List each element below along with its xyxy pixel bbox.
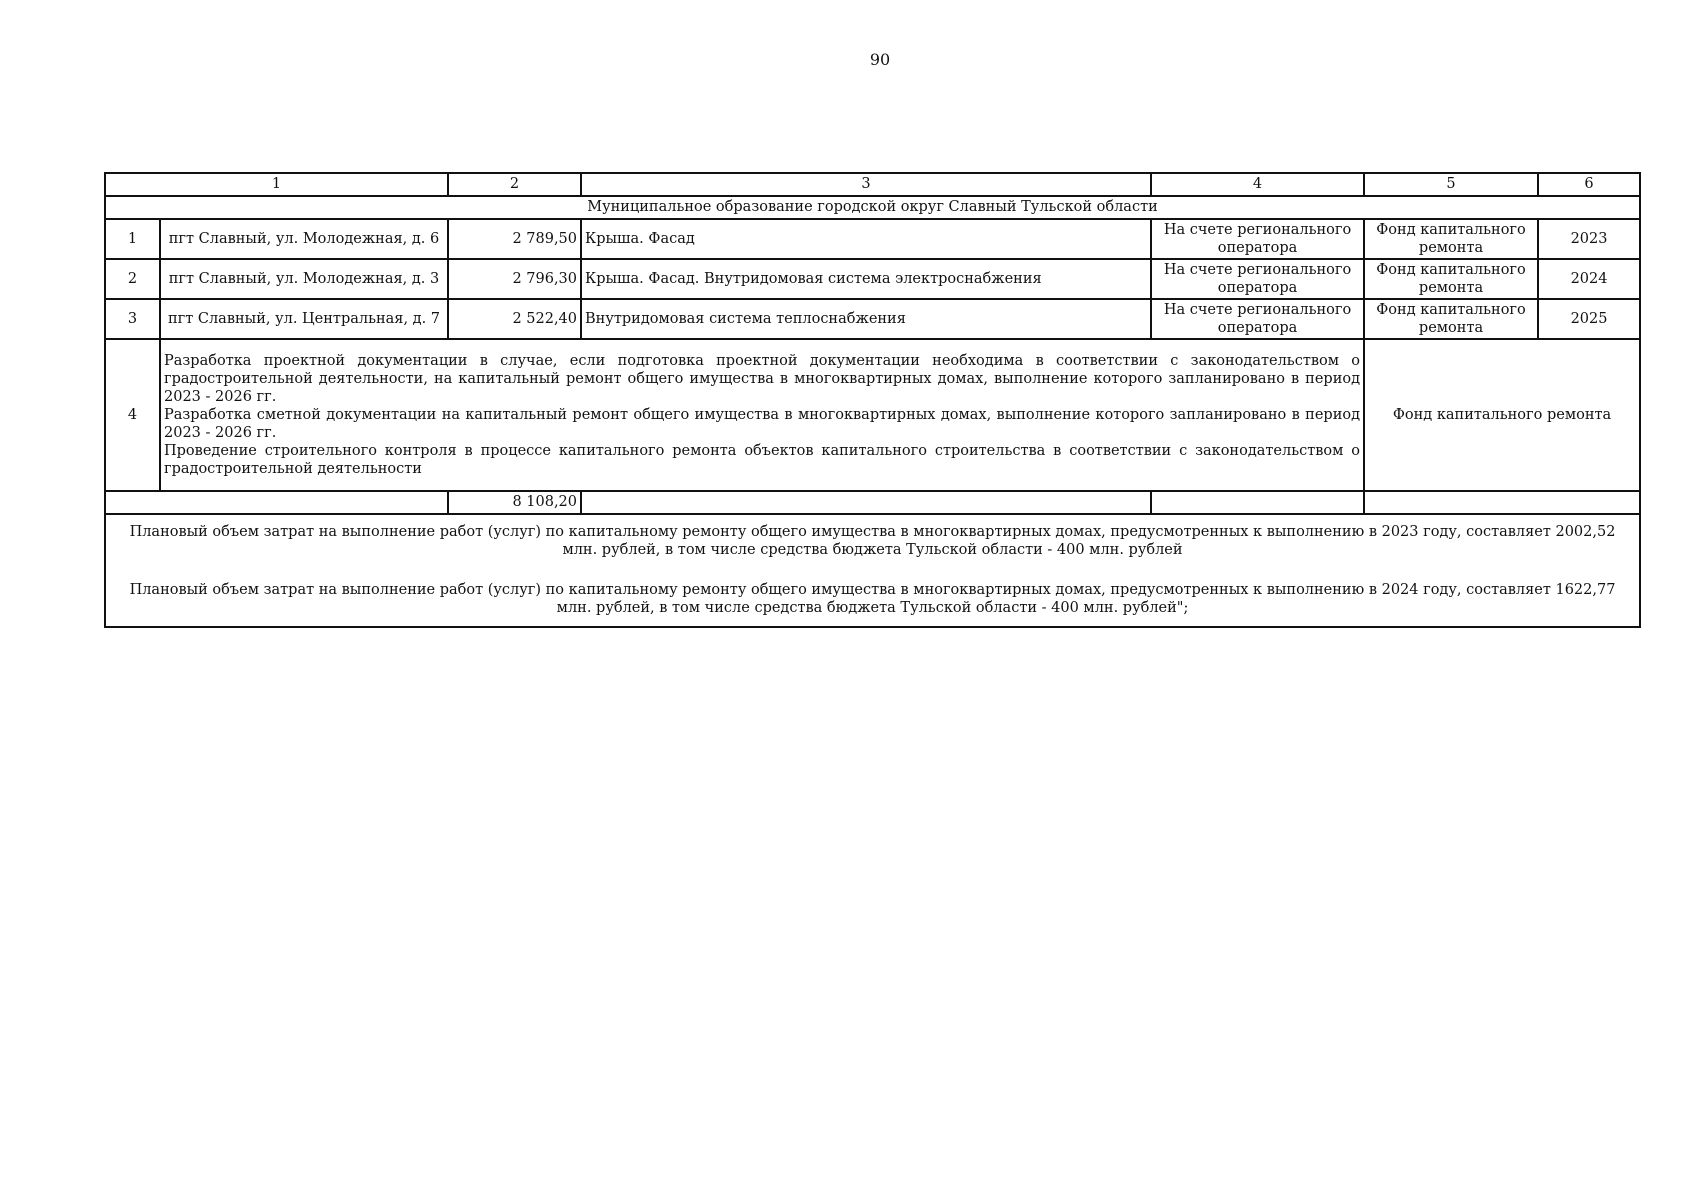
row-year: 2023 <box>1538 219 1640 259</box>
row-account: На счете регионального оператора <box>1151 259 1364 299</box>
row-number: 1 <box>105 219 160 259</box>
capital-repair-table <box>104 172 1641 628</box>
row-address: пгт Славный, ул. Молодежная, д. 3 <box>160 259 448 299</box>
page-number: 90 <box>869 50 891 69</box>
header-col-4: 4 <box>1151 173 1364 196</box>
total-empty-cell <box>105 491 448 514</box>
note-paragraph: Плановый объем затрат на выполнение работ (услуг) по капитальному ремонту общего имущества в многоквартирных домах, предусмотренных к выполнению в 2023 году, составляет 2002,52 млн. рублей, в том числе средства бюджета Тульской области - 400 млн. рублей <box>129 524 1616 559</box>
row-works: Внутридомовая система теплоснабжения <box>581 299 1151 339</box>
row-account: На счете регионального оператора <box>1151 299 1364 339</box>
row-area: 2 522,40 <box>448 299 581 339</box>
header-col-1: 1 <box>105 173 448 196</box>
work-row <box>105 339 1640 491</box>
work-source: Фонд капитального ремонта <box>1364 339 1640 491</box>
notes-row <box>105 514 1640 627</box>
row-source: Фонд капитального ремонта <box>1364 219 1538 259</box>
table-row <box>105 259 1640 299</box>
work-paragraph: Разработка сметной документации на капитальный ремонт общего имущества в многоквартирных домах, выполнение которого запланировано в период 2023 - 2026 гг. <box>164 406 1361 442</box>
total-empty-cell <box>1364 491 1640 514</box>
row-number: 2 <box>105 259 160 299</box>
row-address: пгт Славный, ул. Центральная, д. 7 <box>160 299 448 339</box>
row-area: 2 796,30 <box>448 259 581 299</box>
total-empty-cell <box>581 491 1151 514</box>
row-year: 2025 <box>1538 299 1640 339</box>
notes-cell <box>105 514 1640 627</box>
row-area: 2 789,50 <box>448 219 581 259</box>
table-row <box>105 299 1640 339</box>
row-year: 2024 <box>1538 259 1640 299</box>
header-row <box>105 173 1640 196</box>
header-col-6: 6 <box>1538 173 1640 196</box>
header-col-5: 5 <box>1364 173 1538 196</box>
row-number: 3 <box>105 299 160 339</box>
work-paragraph: Разработка проектной документации в случае, если подготовка проектной документации необходима в соответствии с законодательством о градостроительной деятельности, на капитальный ремонт общего имущества в многоквартирных домах, выполнение которого запланировано в период 2023 - 2026 гг. <box>164 352 1361 405</box>
row-account: На счете регионального оператора <box>1151 219 1364 259</box>
work-paragraph: Проведение строительного контроля в процессе капитального ремонта объектов капитального строительства в соответствии с законодательством о градостроительной деятельности <box>164 443 1361 478</box>
table-row <box>105 219 1640 259</box>
work-description <box>160 339 1364 491</box>
row-works: Крыша. Фасад <box>581 219 1151 259</box>
work-row-number: 4 <box>105 339 160 491</box>
total-empty-cell <box>1151 491 1364 514</box>
row-works: Крыша. Фасад. Внутридомовая система электроснабжения <box>581 259 1151 299</box>
note-paragraph: Плановый объем затрат на выполнение работ (услуг) по капитальному ремонту общего имущества в многоквартирных домах, предусмотренных к выполнению в 2024 году, составляет 1622,77 млн. рублей, в том числе средства бюджета Тульской области - 400 млн. рублей"; <box>129 582 1616 617</box>
municipality-title: Муниципальное образование городской округ Славный Тульской области <box>105 196 1640 219</box>
row-source: Фонд капитального ремонта <box>1364 299 1538 339</box>
total-area: 8 108,20 <box>448 491 581 514</box>
total-row <box>105 491 1640 514</box>
header-col-3: 3 <box>581 173 1151 196</box>
row-source: Фонд капитального ремонта <box>1364 259 1538 299</box>
municipality-row <box>105 196 1640 219</box>
header-col-2: 2 <box>448 173 581 196</box>
row-address: пгт Славный, ул. Молодежная, д. 6 <box>160 219 448 259</box>
